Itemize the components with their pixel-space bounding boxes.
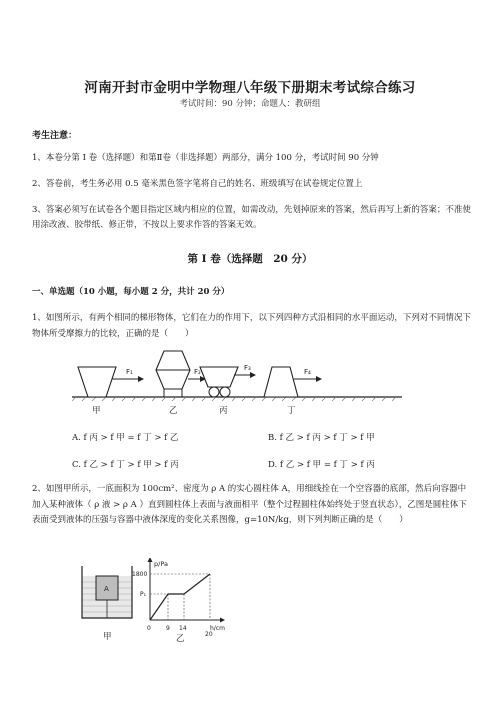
section-title: 第 I 卷（选择题 20 分） xyxy=(187,253,313,265)
force-label-4: F₄ xyxy=(304,368,311,376)
q1-option-b: B. f 乙 > f 丙 > f 丁 > f 甲 xyxy=(268,433,375,443)
question-2-figure xyxy=(70,558,240,673)
q1-option-c: C. f 乙 > f 丁 > f 甲 > f 丙 xyxy=(72,460,179,470)
figure-label-jia: 甲 xyxy=(92,406,101,416)
figure-label-ding: 丁 xyxy=(287,406,296,416)
force-label-2: F₂ xyxy=(194,368,201,376)
x-axis-label: h/cm xyxy=(210,625,225,632)
pressure-depth-line xyxy=(150,574,210,620)
force-label-3: F₃ xyxy=(244,364,251,372)
x-tick-9: 9 xyxy=(166,625,170,632)
group-title: 一、单选题（10 小题，每小题 2 分，共计 20 分） xyxy=(32,287,230,297)
figure-label-q2-yi: 乙 xyxy=(176,634,185,644)
page-title: 河南开封市金明中学物理八年级下册期末考试综合练习 xyxy=(84,80,416,96)
trapezoid-jia xyxy=(78,367,116,397)
q1-option-d: D. f 乙 > f 甲 = f 丁 > f 丙 xyxy=(268,460,375,470)
y-axis-label: p/Pa xyxy=(154,560,168,568)
x-origin: 0 xyxy=(147,625,151,632)
notice-item-2: 2、答卷前，考生务必用 0.5 毫米黑色签字笔将自己的姓名、班级填写在试卷规定位置上 xyxy=(32,179,363,189)
y-tick-p1: P₁ xyxy=(140,591,147,598)
question-1-text: 1、如图所示，有两个相同的梯形物体，它们在力的作用下，以下列四种方式沿相同的水平面运动，下列对不同情况下物体所受摩擦力的比较，正确的是（ ） xyxy=(32,313,471,339)
figure-label-yi: 乙 xyxy=(169,406,178,416)
figure-label-bing: 丙 xyxy=(219,406,228,416)
q1-option-a: A. f 丙 > f 甲 = f 丁 > f 乙 xyxy=(72,433,179,443)
force-label-1: F₁ xyxy=(126,368,133,376)
notice-item-1: 1、本卷分第 I 卷（选择题）和第Ⅱ卷（非选择题）两部分，满分 100 分，考试时间 90 分钟 xyxy=(32,153,379,163)
question-2-text: 2、如图甲所示，一底面积为 100cm²、密度为 ρ A 的实心圆柱体 A，用细线拴在一个空容器的底部，然后向容器中加入某种液体（ ρ 液 > ρ A ）直到圆柱体上表面与液面相平（整个过程圆柱体始终处于竖直状态），乙图是圆柱体下表面受到液体的压强与容器中液体深度的变化关系图像，g=10N/kg，则下列判断正确的是（ ） xyxy=(32,484,467,525)
figure-label-q2-jia: 甲 xyxy=(103,632,112,642)
y-tick-1800: 1800 xyxy=(132,571,148,578)
trapezoid-ding xyxy=(264,367,298,397)
page-subtitle: 考试时间：90 分钟；命题人：教研组 xyxy=(179,99,321,109)
cylinder-a-label: A xyxy=(104,585,109,593)
trapezoid-bing xyxy=(200,367,238,387)
notice-item-3: 3、答案必须写在试卷各个题目指定区域内相应的位置，如需改动，先划掉原来的答案，然后再写上新的答案；不准使用涂改液、胶带纸、修正带，不按以上要求作答的答案无效。 xyxy=(32,205,471,230)
question-1-figure xyxy=(72,335,412,415)
x-tick-14: 14 xyxy=(179,625,187,632)
notice-heading: 考生注意： xyxy=(32,131,78,141)
x-tick-20: 20 xyxy=(205,631,213,638)
